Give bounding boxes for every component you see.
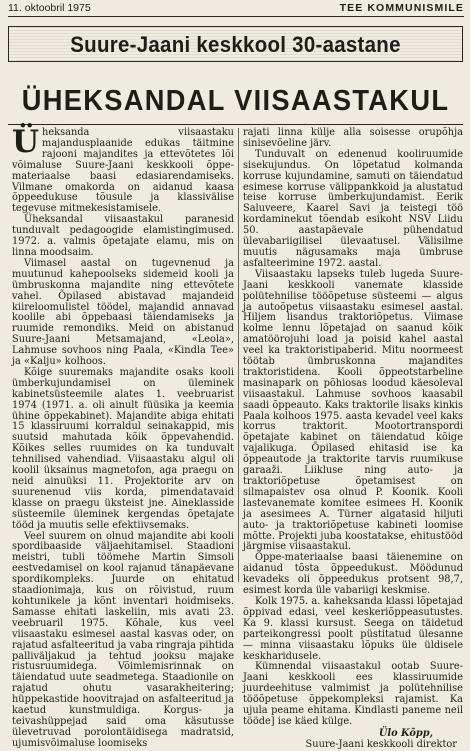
column-divider (238, 128, 239, 582)
author-role: Suure-Jaani keskkooli direktor (305, 738, 457, 750)
article-paragraph: Kolk 1975. a. kaheksanda klassi lõpetajad õppivad edasi, veel keskeriõppeasutustes. Ka 9. klassi kursust. Seega on täidetud parteikongressi poolt püstitatud ülesanne — minna viisaastaku lõpuks üle üldisele keskharidusele. (243, 595, 463, 662)
article-paragraph: Veel suurem on olnud majandite abi kooli spordibaaside väljaehitamisel. Staadioni meistri, tubli töömehe Martin Simsoli eestvedamisel on kool rajanud tänapäevane spordikompleks. Juurde on ehitatud staadionimaja, kus on rõivistud, ruum kohtunikele ja kõnt inventari hoidmiseks. Samasse ehitati laskeliin, mis avati 23. veebruaril 1975. Kõhale, kus veel viisaastaku esimesel aastal kasvas oder, on rajatud asfalteeritud ja vaba ringraja pihtida palliväljakud ja tehtud jooksu majake ristusruumidega. Võimlemisrinnak on täiendatud uute seadmetega. Staadionile on rajatud ohutu vasarakheitering; hüppekastide hoovitrajad on asfalteeritud ja kaetud kunstmuldiga. Korgus- ja teivashüppejad said oma käsutusse ülevetruvad porolontäidisega madratsid, ujumisvõimaluse loomiseks (12, 530, 234, 749)
subhead-rule (8, 124, 463, 125)
article-subheadline: ÜHEKSANDAL VIISAASTAKUL (21, 85, 450, 117)
article-column-left (12, 124, 234, 749)
article-paragraph: Tunduvalt on edenenud kooliruumide sisekujundus. On lõpetatud kolmanda korruse kujundamine, samuti on täiendatud esimese korruse välippankkoid ja alustatud teise korruse ümberkujundamist. Eerik Saluveere, Kaarel Savi ja teistegi töö kordaminekut tõendab esikoht NSV Liidu 50. aastapäevale pühendatud ülevabariigilisel ülevaatusel. Välisilme muutis nägusamaks maja ümbruse asfalteerimine 1972. aastal. (243, 148, 463, 269)
drop-cap: Ü (12, 124, 40, 160)
article-paragraph: Üheksandal viisaastakul paranesid tunduvalt pedagoogide elamistingimused. 1972. a. valmis õpetajate elamu, mis on linna moodsaim. (12, 214, 234, 258)
headline-box (8, 26, 463, 62)
article-paragraph: Õppe-materiaalse baasi täienemine on aidanud tõsta õppeedukust. Möödunud kevadeks oli õppeedukus protsent 98,7, esimest korda üle vabariigi keskmise. (243, 552, 463, 597)
newspaper-name: TEE KOMMUNISMILE (339, 2, 464, 14)
author-name: Ülo Kõpp, (378, 727, 433, 739)
article-headline: Suure-Jaani keskkool 30-aastane (70, 32, 401, 57)
article-paragraph: Viimasel aastal on tugevnenud ja muutunud kahepoolseks sidemeid kooli ja ümbruskonna majandite ning ettevõtete vahel. Õpilased abistavad majandeid kiireloomulistel töödel, majandid annavad koolile abi õppebaasi täiendamiseks ja ruumide remondiks. Meid on abistanud Suure-Jaani Metsamajand, «Leola», Lahmuse sovhoos ning Paala, «Kindla Tee» ja «Kalju» kolhoos. (12, 257, 234, 368)
article-column-right (243, 127, 463, 750)
article-paragraph: Kõige suuremaks majandite osaks kooli ümberkujundamisel on üleminek kabinetsüsteemile alates 1. veebruarist 1974 (1971. a. oli ainult füüsika ja keemia ühine õppekabinet). Majandite abiga ehitati 15 klassiruumi korraldul seinakappid, mis suutsid mahutada kõik õppevahendid. Kõikes selles ruumides on ka tunduvalt tehnilised vahendiad. Viisaastaku algul oli koolil üksainus magnetofon, aga praegu on neid ainuüksi 11. Projektorite arv on suurenenud viis korda, pimendatavaid klasse on praegu üksteist jne. Aineklasside süsteemile üleminek kergendas õpetajate tööd ja muutis selle efektiivsemaks. (12, 366, 234, 531)
paragraph-text: heksanda viisaastaku majandusplaanide edukas täitmine rajooni majandites ja ettevõtetes lõi võimaluse Suure-Jaani keskkooli õppe-materiaalse baasi edasiarendamiseks. Vilmane omakorda on aidanud kaasa õppeedukuse tõusule ja klassivälise tegevuse mitmekesistamisele. (12, 127, 234, 215)
issue-date: 11. oktoobril 1975 (8, 2, 91, 14)
article-paragraph: Kümnendal viisaastakul ootab Suure-Jaani keskkooli ees klassiruumide juurdeehituse valmimist ja polütehnilise tööõpetuse õppekompleksi rajamist. Ka ujula peame ehitama. Kindlasti paneme neil tööde] ise käed külge. (243, 661, 463, 727)
running-header (8, 0, 464, 17)
article-paragraph: rajati linna külje alla soisesse orupõhja sinisevõeline järv. (243, 127, 463, 149)
article-paragraph: Viisaastaku lapseks tuleb lugeda Suure-Jaani keskkooli vanemate klasside polütehnilise tööõpetuse süsteemi — algus ja autoõpetus viisaastaku esimesel aastal. Hiljem lisandus traktoriõpetus. Viimase kolme lennu lõpetajad on saanud kõik amatöörojuhi load ja poisid kahel aastal veel ka traktoristipaberid. Mitu noormeest töötab ümbruskonna majandites traktoristidena. Kooli õppeotstarbeline masinapark on põhiosas loodud käesoleval viisaastakul. Lahmuse sovhoos kaasabil saadi õppeauto. Kaks traktorile lisaks kinkis Paala kolhoos 1975. aasta kevadel veel kaks korrus traktorit. Mootortranspordi õpetajate kabinet on täiendatud kõige vajalikuga. Õpilased ehitasid ise ka õppeautode ja traktorite tarvis ruumikuse garaaži. Liikluse ning auto- ja traktoriõpetuse õpetamisest on silmapaistev osa olnud P. Koonik. Kooli lastevanemate komitee esimees H. Koonik ja asesimees A. Türner algatasid hiljuti auto- ja traktoriõpetuse kabineti loomise mõtte. Projekti juba koostatakse, ehitustööd järgmise viisaastakul. (243, 268, 463, 553)
article-paragraph (12, 124, 234, 215)
